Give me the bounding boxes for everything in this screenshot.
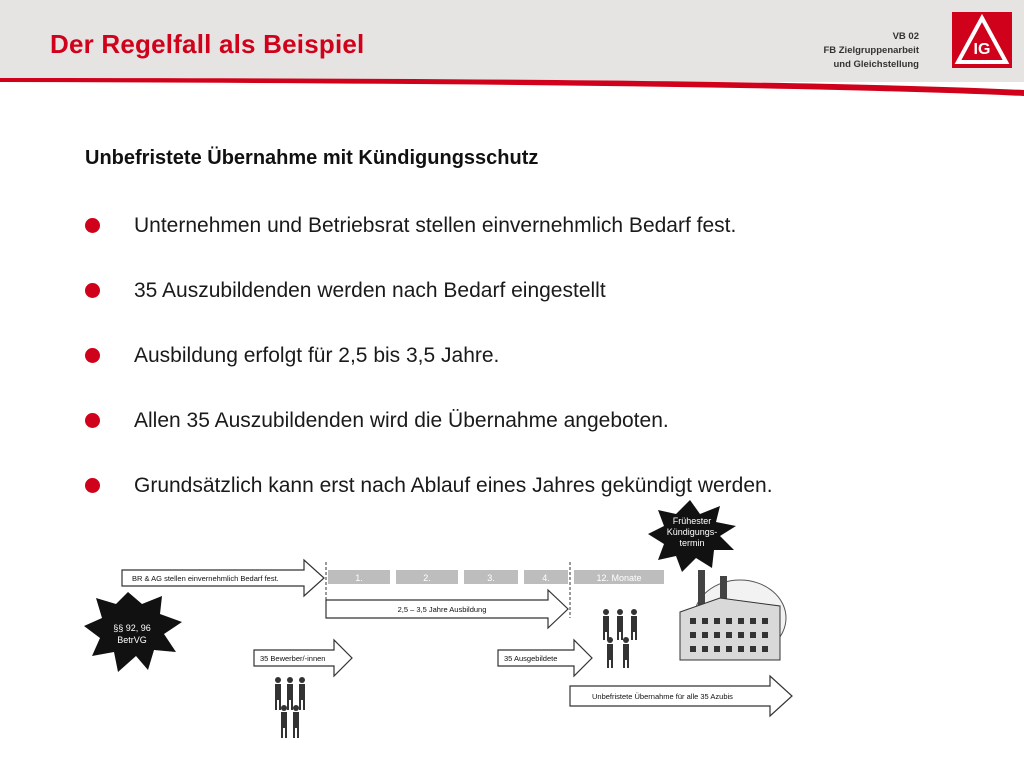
people-group-icon <box>275 677 305 738</box>
bullet-list <box>85 210 773 535</box>
bullet-dot-icon <box>85 348 100 363</box>
star-top-line-3: termin <box>679 538 705 548</box>
month-label: 3. <box>487 573 495 583</box>
month-label: 12. Monate <box>596 573 642 583</box>
logo-text: IG <box>973 41 991 58</box>
bullet-item <box>85 275 773 340</box>
header-swoosh <box>0 72 1024 102</box>
factory-icon <box>680 570 786 660</box>
org-label <box>823 30 919 72</box>
month-label: 2. <box>423 573 431 583</box>
star-top-line-1: Frühester <box>672 516 712 526</box>
bullet-item <box>85 340 773 405</box>
org-line-2: FB Zielgruppenarbeit <box>823 45 919 56</box>
bullet-text: 35 Auszubildenden werden nach Bedarf eingestellt <box>134 279 606 302</box>
bullet-item <box>85 405 773 470</box>
arrow-training-label: 2,5 – 3,5 Jahre Ausbildung <box>397 605 487 614</box>
org-line-1: VB 02 <box>892 31 919 42</box>
month-label: 1. <box>355 573 363 583</box>
month-label: 4. <box>542 573 550 583</box>
page-title: Der Regelfall als Beispiel <box>50 29 365 59</box>
arrow-applicants-label: 35 Bewerber/-innen <box>260 654 326 663</box>
bullet-text: Grundsätzlich kann erst nach Ablauf eines Jahres gekündigt werden. <box>134 474 773 497</box>
timeline-diagram <box>80 500 800 750</box>
arrow-ba-label: BR & AG stellen einvernehmlich Bedarf fest. <box>132 574 279 583</box>
org-line-3: und Gleichstellung <box>833 59 919 70</box>
bullet-text: Unternehmen und Betriebsrat stellen einvernehmlich Bedarf fest. <box>134 214 737 237</box>
bullet-text: Allen 35 Auszubildenden wird die Übernahme angeboten. <box>134 409 669 432</box>
igmetall-logo <box>952 12 1012 68</box>
bullet-dot-icon <box>85 413 100 428</box>
star-left-line-1: §§ 92, 96 <box>113 623 151 633</box>
bullet-item <box>85 210 773 275</box>
arrow-takeover-label: Unbefristete Übernahme für alle 35 Azubis <box>592 692 733 701</box>
bullet-text: Ausbildung erfolgt für 2,5 bis 3,5 Jahre. <box>134 344 500 367</box>
arrow-trained-label: 35 Ausgebildete <box>504 654 558 663</box>
bullet-dot-icon <box>85 283 100 298</box>
bullet-dot-icon <box>85 218 100 233</box>
subheading: Unbefristete Übernahme mit Kündigungsschutz <box>85 147 539 169</box>
star-left-line-2: BetrVG <box>117 635 147 645</box>
star-top-line-2: Kündigungs- <box>666 527 718 537</box>
bullet-dot-icon <box>85 478 100 493</box>
people-group-icon <box>603 609 637 668</box>
